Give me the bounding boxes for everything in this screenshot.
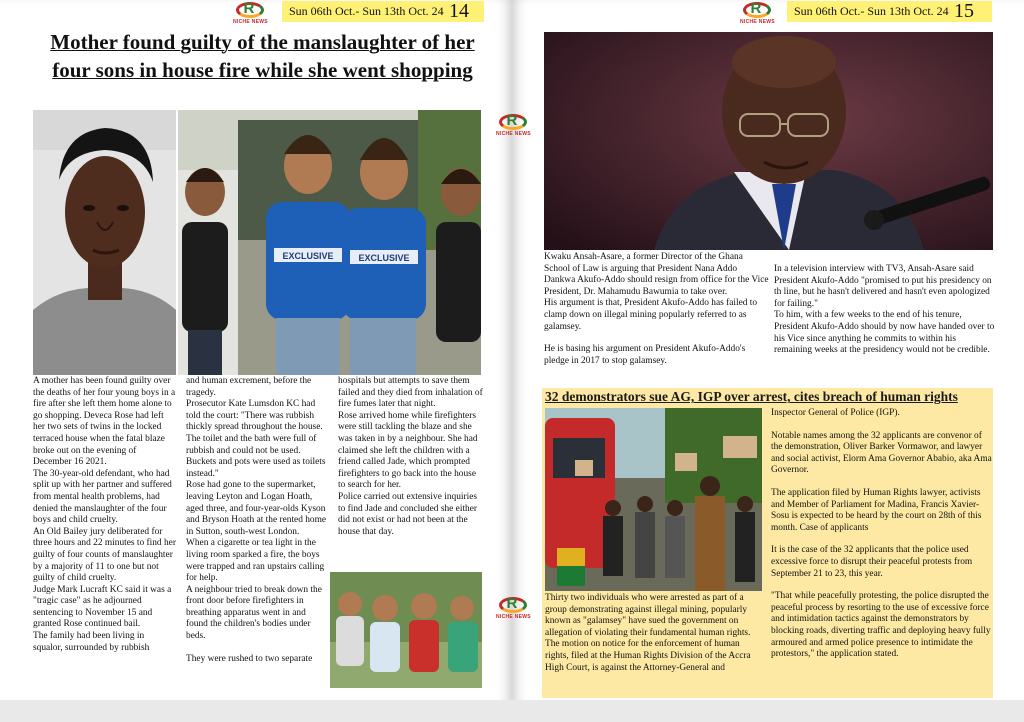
story2-column-2: Inspector General of Police (IGP). Notable names among the 32 applicants are convenor of the demonstration, Oliver Barker Vormawor, and lawyer and social activist, Elorm Ama Governor Ababio, aka Ama Governor. The application filed by Human Rights lawyer, activists and Member of Parliament for Madina, Francis Xavier-Sosu is expected to be heard by the court on 28th of this month. Case of applicants It is the case of the 32 applicants that the police used excessive force to disrupt their peaceful protests from September 21 to 23, this year. "That while peacefully protesting, the police disrupted the peaceful process by resorting to the use of excessive force and intimidation tactics against the demonstrators by blocking roads, diverting traffic and deploying heavy fully armoured and armed police presence to intimidate the protestors," the application stated. [771,408,992,660]
watermark-logo-top: R NICHE NEWS [496,112,531,137]
page-footer-margin [0,700,512,722]
mugshot-photo [33,110,176,375]
story1-column-1: Kwaku Ansah-Asare, a former Director of the Ghana School of Law is arguing that President Nana Addo Dankwa Akufo-Addo should resign from office for the Vice President, Dr. Mahamudu Bawumia to take over. His argument is that, President Akufo-Addo has failed to clamp down on illegal mining popularly referred to as galamsey. He is basing his argument on President Akufo-Addo's pledge in 2017 to stop galamsey. [544,252,769,366]
logo-mark: R [741,1,773,19]
protest-photo [545,408,762,591]
watermark-logo-bottom: R NICHE NEWS [496,595,531,620]
page-number: 14 [449,0,469,22]
article-column-1: A mother has been found guilty over the deaths of her four young boys in a fire after she left them home alone to go shopping. Deveca Rose had left her two sets of twins in the locked terraced house when the fatal blaze broke out on the evening of December 16 2021. The 30-year-old defendant, who had split up with her partner and suffered from mental health problems, had denied the manslaughter of the four boys and child cruelty. An Old Bailey jury deliberated for three hours and 22 minutes to find her guilty of four counts of manslaughter by a majority of 11 to one but not guilty of child cruelty. Judge Mark Lucraft KC said it was a "tragic case" as he adjourned sentencing to November 15 and granted Rose continued bail. The family had been living in squalor, surrounded by rubbish [33,376,176,653]
page-footer-margin [512,700,1024,722]
boys-small-photo [330,572,482,688]
issue-date: Sun 06th Oct.- Sun 13th Oct. 24 [289,4,444,18]
sweater-text-2: EXCLUSIVE [358,253,410,263]
page-number: 15 [954,0,974,22]
date-band [282,1,484,22]
date-band [787,1,992,22]
sweater-text-1: EXCLUSIVE [282,251,334,261]
story2-column-1: Thirty two individuals who were arrested as part of a group demonstrating against illegal mining, popularly known as "galamsey" have sued the government on allegation of violating their fundamental human rights. The motion on notice for the enforcement of human rights, filed at the Human Rights Division of the Accra High Court, is against the Attorney-General and [545,593,751,673]
story1-column-2: In a television interview with TV3, Ansah-Asare said President Akufo-Addo "promised to put his presidency on th line, but he hasn't delivered and hasn't even apologized for failing." To him, with a few weeks to the end of his tenure, President Akufo-Addo should by now have handed over to his Vice since anything he commits to within his remaining weeks at the presidency would not be credible. [774,264,995,356]
president-photo [544,32,993,250]
niche-news-logo: R NICHE NEWS [233,0,268,25]
logo-mark: R [497,596,529,614]
niche-news-logo: R NICHE NEWS [740,0,775,25]
logo-mark: R [234,1,266,19]
article-column-3: hospitals but attempts to save them failed and they died from inhalation of fire fumes later that night. Rose arrived home while firefighters were still tackling the blaze and she was taken in by a neighbour. She had claimed she left the children with a friend called Jade, which prompted firefighters to go back into the house to search for her. Police carried out extensive inquiries to find Jade and concluded she either did not exist or had not been at the house that day. [338,376,483,537]
four-boys-photo [178,110,481,375]
article-column-2: and human excrement, before the tragedy. Prosecutor Kate Lumsdon KC had told the court: "There was rubbish thickly spread throughout the house. The toilet and the bath were full of rubbish and could not be used. Buckets and pots were used as toilets instead." Rose had gone to the supermarket, leaving Leyton and Logan Hoath, aged three, and four-year-olds Kyson and Bryson Hoath at the rented home in Sutton, south-west London. When a cigarette or tea light in the living room sparked a fire, the boys were trapped and ran upstairs calling for help. A neighbour tried to break down the front door before firefighters in breathing apparatus went in and found the children's bodies under beds. They were rushed to two separate [186,376,327,664]
logo-mark: R [497,113,529,131]
story2-headline: 32 demonstrators sue AG, IGP over arrest, cites breach of human rights [545,389,958,404]
issue-date: Sun 06th Oct.- Sun 13th Oct. 24 [794,4,949,18]
headline: Mother found guilty of the manslaughter of her four sons in house fire while she went shopping [50,30,475,82]
